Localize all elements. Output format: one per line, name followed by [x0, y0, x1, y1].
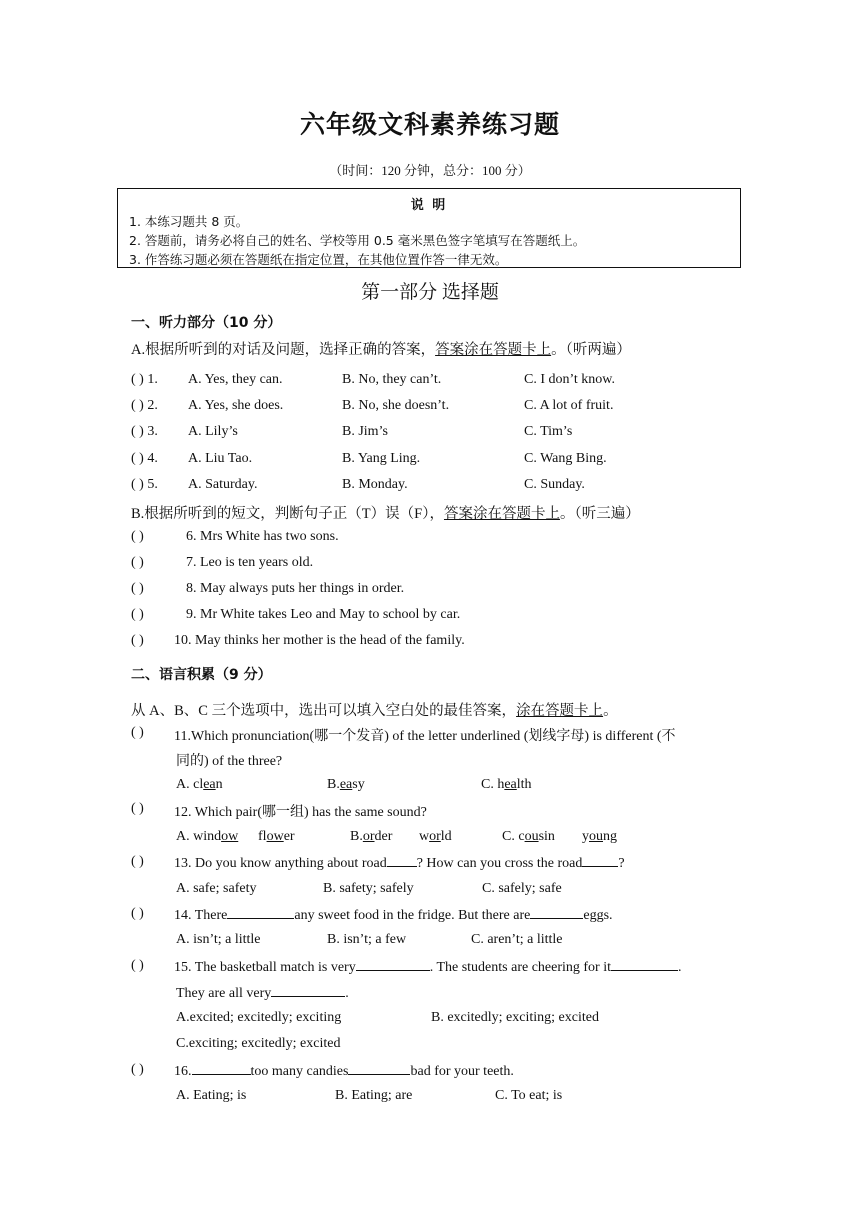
option-a: A. Lily’s	[188, 424, 238, 439]
answer-paren: ( )	[131, 529, 144, 544]
option-c: C. A lot of fruit.	[524, 398, 614, 413]
option-a: A. Eating; is	[176, 1088, 247, 1103]
fill-blank	[192, 1062, 251, 1075]
instruction-section2	[131, 699, 618, 720]
answer-paren: ( )	[131, 607, 144, 622]
question-number: ( ) 2.	[131, 398, 158, 413]
question-12-stem: 12. Which pair(哪一组) has the same sound?	[174, 805, 427, 820]
question-13-stem: 13. Do you know anything about road ? How can you cross the road ?	[174, 856, 625, 871]
option-b: B. safety; safely	[323, 881, 414, 896]
fill-blank	[582, 854, 618, 867]
option-b: B. excitedly; exciting; excited	[431, 1010, 599, 1025]
fill-blank	[356, 958, 430, 971]
question-number: ( ) 3.	[131, 424, 158, 439]
instruction-a	[131, 338, 631, 359]
option-a: A. Liu Tao.	[188, 451, 253, 466]
option-b: B.order	[350, 829, 393, 844]
question-15-stem-cont: They are all very .	[176, 986, 349, 1001]
answer-paren: ( )	[131, 801, 144, 816]
option-c: C. Wang Bing.	[524, 451, 607, 466]
instruction-emphasis: 答案涂在答题卡上	[435, 342, 552, 358]
option-a: A. window	[176, 829, 239, 844]
option-a: A. Yes, she does.	[188, 398, 284, 413]
notice-line-2: 2. 答题前，请务必将自己的姓名、学校等用 0.5 毫米黑色签字笔填写在答题纸上。	[129, 233, 586, 248]
fill-blank	[611, 958, 678, 971]
option-b: B. No, she doesn’t.	[342, 398, 450, 413]
option-c: C. I don’t know.	[524, 372, 615, 387]
answer-paren: ( )	[131, 581, 144, 596]
option-c: C. Sunday.	[524, 477, 585, 492]
answer-paren: ( )	[131, 854, 144, 869]
notice-heading: 说 明	[410, 198, 448, 213]
instruction-text: A.根据所听到的对话及问题，选择正确的答案，	[131, 342, 436, 358]
instruction-b	[131, 502, 640, 523]
answer-paren: ( )	[131, 906, 144, 921]
option-b: B. Jim’s	[342, 424, 388, 439]
section-heading-listening: 一、听力部分（10 分）	[131, 315, 282, 331]
option-b: B. Yang Ling.	[342, 451, 421, 466]
question-16-stem: 16. too many candies bad for your teeth.	[174, 1064, 514, 1079]
statement: 6. Mrs White has two sons.	[186, 529, 339, 544]
question-15-stem: 15. The basketball match is very . The students are cheering for it .	[174, 960, 682, 975]
answer-paren: ( )	[131, 633, 144, 648]
fill-blank	[348, 1062, 410, 1075]
option-c: C. health	[481, 777, 532, 792]
option-b: B. isn’t; a few	[327, 932, 407, 947]
notice-line-3: 3. 作答练习题必须在答题纸在指定位置，在其他位置作答一律无效。	[129, 252, 508, 267]
answer-paren: ( )	[131, 725, 144, 740]
option-a: A.excited; excitedly; exciting	[176, 1010, 342, 1025]
option-c: C.exciting; excitedly; excited	[176, 1036, 341, 1051]
option-c: C. Tim’s	[524, 424, 573, 439]
statement: 7. Leo is ten years old.	[186, 555, 314, 570]
option-c-word-2: young	[582, 829, 617, 844]
section-heading-language: 二、语言积累（9 分）	[131, 667, 272, 683]
option-a: A. Saturday.	[188, 477, 258, 492]
option-b: B. Monday.	[342, 477, 408, 492]
fill-blank	[387, 854, 417, 867]
option-b: B.easy	[327, 777, 365, 792]
question-14-stem: 14. There any sweet food in the fridge. But there are eggs.	[174, 908, 613, 923]
statement: 9. Mr White takes Leo and May to school by car.	[186, 607, 461, 622]
option-c: C. aren’t; a little	[471, 932, 563, 947]
option-a: A. safe; safety	[176, 881, 257, 896]
notice-box	[117, 188, 741, 268]
option-b: B. No, they can’t.	[342, 372, 442, 387]
statement: 10. May thinks her mother is the head of the family.	[174, 633, 465, 648]
instruction-text: 。（听两遍）	[551, 342, 631, 358]
instruction-text: 从 A、B、C 三个选项中，选出可以填入空白处的最佳答案，	[131, 703, 517, 719]
page-title: 六年级文科素养练习题	[299, 112, 560, 139]
option-a: A. clean	[176, 777, 223, 792]
question-number: ( ) 4.	[131, 451, 158, 466]
option-b-word-2: world	[419, 829, 452, 844]
option-a: A. Yes, they can.	[188, 372, 283, 387]
question-number: ( ) 5.	[131, 477, 158, 492]
instruction-emphasis: 涂在答题卡上	[516, 703, 604, 719]
fill-blank	[271, 984, 345, 997]
instruction-text: 。	[603, 703, 618, 719]
answer-paren: ( )	[131, 958, 144, 973]
question-11-stem-cont: 同的) of the three?	[176, 754, 283, 769]
option-a-word-2: flower	[258, 829, 295, 844]
instruction-text: 。（听三遍）	[559, 506, 640, 522]
answer-paren: ( )	[131, 1062, 144, 1077]
exam-info: （时间：120 分钟，总分：100 分）	[329, 163, 531, 178]
statement: 8. May always puts her things in order.	[186, 581, 405, 596]
option-c: C. safely; safe	[482, 881, 562, 896]
part-title: 第一部分 选择题	[361, 282, 499, 303]
answer-paren: ( )	[131, 555, 144, 570]
instruction-text: B.根据所听到的短文，判断句子正（T）误（F），	[131, 506, 444, 522]
fill-blank	[530, 906, 583, 919]
option-b: B. Eating; are	[335, 1088, 413, 1103]
option-c: C. To eat; is	[495, 1088, 563, 1103]
fill-blank	[227, 906, 294, 919]
instruction-emphasis: 答案涂在答题卡上	[443, 506, 560, 522]
question-11-stem: 11.Which pronunciation(哪一个发音) of the letter underlined (划线字母) is different (不	[174, 729, 676, 744]
notice-line-1: 1. 本练习题共 8 页。	[129, 214, 249, 229]
option-a: A. isn’t; a little	[176, 932, 261, 947]
option-c: C. cousin	[502, 829, 555, 844]
question-number: ( ) 1.	[131, 372, 158, 387]
